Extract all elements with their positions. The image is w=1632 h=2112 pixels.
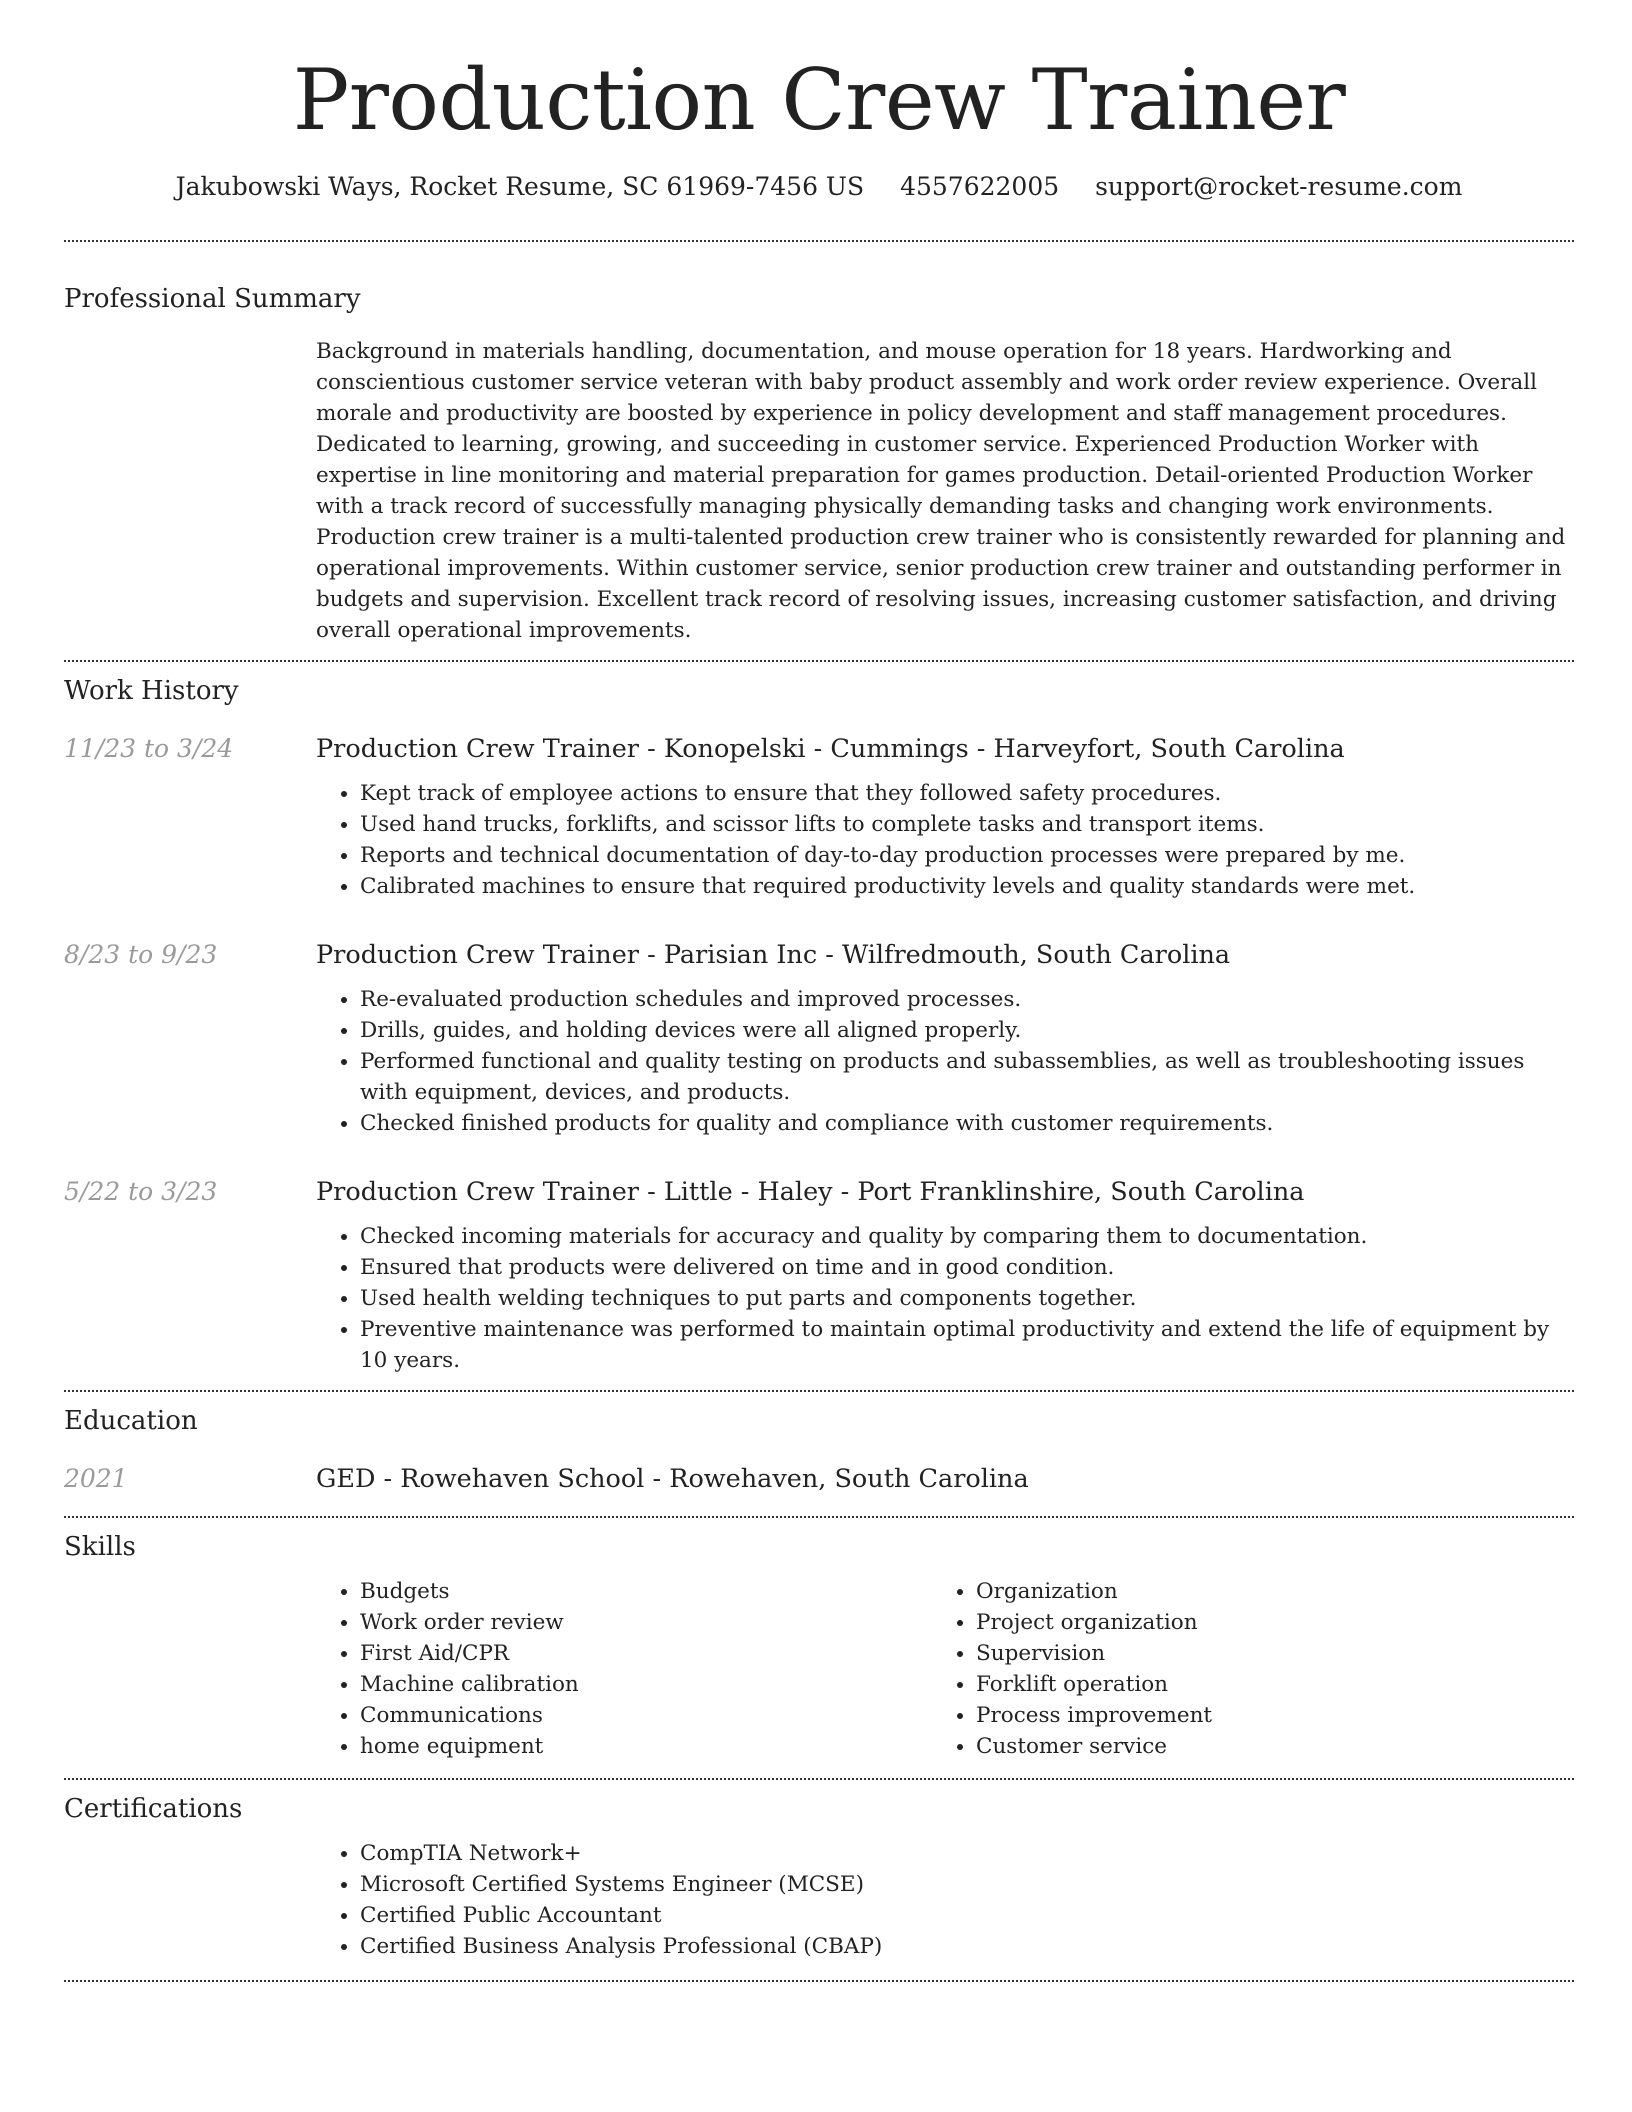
job-entry [64,732,1574,902]
education-date: 2021 [64,1464,128,1493]
summary-text: Background in materials handling, documentation, and mouse operation for 18 years. Hardworking and conscientious customer service veteran with baby product assembly and work order review experience. Overall morale and productivity are boosted by experience in policy development and staff management procedures. Dedicated to learning, growing, and succeeding in customer service. Experienced Production Worker with expertise in line monitoring and material preparation for games production. Detail-oriented Production Worker with a track record of successfully managing physically demanding tasks and changing work environments. Production crew trainer is a multi-talented production crew trainer who is consistently rewarded for planning and operational improvements. Within customer service, senior production crew trainer and outstanding performer in budgets and supervision. Excellent track record of resolving issues, increasing customer satisfaction, and driving overall operational improvements. [316,339,1566,643]
job-entry [64,1175,1574,1376]
skill-item: • Budgets [360,1576,932,1607]
education-entry [64,1462,1574,1496]
skills-column-left [316,1576,932,1762]
divider [64,240,1574,242]
certification-item: • Microsoft Certified Systems Engineer (MCSE) [360,1869,1574,1900]
job-date: 5/22 to 3/23 [64,1177,218,1206]
section-title-skills: Skills [64,1532,136,1562]
job-bullets [316,1221,1574,1376]
job-bullet: • Used health welding techniques to put parts and components together. [360,1283,1574,1314]
skill-item: • Work order review [360,1607,932,1638]
skills-list [316,1576,1574,1762]
skill-item: • Customer service [976,1731,1548,1762]
job-bullet: • Re-evaluated production schedules and improved processes. [360,984,1574,1015]
skill-item: • Forklift operation [976,1669,1548,1700]
certifications-list [316,1838,1574,1962]
job-bullets [316,984,1574,1139]
contact-phone: 4557622005 [900,172,1060,201]
skill-item: • Supervision [976,1638,1548,1669]
divider [64,1980,1574,1982]
skill-item: • First Aid/CPR [360,1638,932,1669]
job-heading: Production Crew Trainer - Parisian Inc - Wilfredmouth, South Carolina [316,940,1231,970]
job-entry [64,938,1574,1139]
divider [64,660,1574,662]
resume-page [64,0,1574,1982]
section-title-education: Education [64,1406,198,1436]
job-bullet: • Reports and technical documentation of day-to-day production processes were prepared by me. [360,840,1574,871]
job-date: 8/23 to 9/23 [64,940,218,969]
skills-column-right [932,1576,1548,1762]
contact-address: Jakubowski Ways, Rocket Resume, SC 61969-7456 US [175,172,865,201]
education-heading: GED - Rowehaven School - Rowehaven, South Carolina [316,1464,1029,1494]
job-heading: Production Crew Trainer - Konopelski - Cummings - Harveyfort, South Carolina [316,734,1345,764]
section-title-certifications: Certifications [64,1794,243,1824]
job-heading: Production Crew Trainer - Little - Haley - Port Franklinshire, South Carolina [316,1177,1305,1207]
skill-item: • home equipment [360,1731,932,1762]
job-bullets [316,778,1574,902]
divider [64,1516,1574,1518]
job-bullet: • Ensured that products were delivered on time and in good condition. [360,1252,1574,1283]
divider [64,1778,1574,1780]
section-title-work-history: Work History [64,676,239,706]
job-date: 11/23 to 3/24 [64,734,234,763]
job-bullet: • Checked incoming materials for accuracy and quality by comparing them to documentation. [360,1221,1574,1252]
skill-item: • Project organization [976,1607,1548,1638]
contact-email: support@rocket-resume.com [1095,172,1463,201]
section-title-summary: Professional Summary [64,284,361,314]
skill-item: • Communications [360,1700,932,1731]
divider [64,1390,1574,1392]
candidate-name: Production Crew Trainer [292,51,1346,149]
job-bullet: • Preventive maintenance was performed to maintain optimal productivity and extend the life of equipment by 10 years. [360,1314,1574,1376]
skill-item: • Machine calibration [360,1669,932,1700]
certification-item: • CompTIA Network+ [360,1838,1574,1869]
certification-item: • Certified Public Accountant [360,1900,1574,1931]
job-bullet: • Used hand trucks, forklifts, and scissor lifts to complete tasks and transport items. [360,809,1574,840]
skill-item: • Process improvement [976,1700,1548,1731]
job-bullet: • Drills, guides, and holding devices were all aligned properly. [360,1015,1574,1046]
contact-line [64,170,1574,204]
job-bullet: • Performed functional and quality testing on products and subassemblies, as well as troubleshooting issues with equipment, devices, and products. [360,1046,1574,1108]
job-bullet: • Checked finished products for quality and compliance with customer requirements. [360,1108,1574,1139]
certification-item: • Certified Business Analysis Professional (CBAP) [360,1931,1574,1962]
skill-item: • Organization [976,1576,1548,1607]
job-bullet: • Calibrated machines to ensure that required productivity levels and quality standards were met. [360,871,1574,902]
job-bullet: • Kept track of employee actions to ensure that they followed safety procedures. [360,778,1574,809]
